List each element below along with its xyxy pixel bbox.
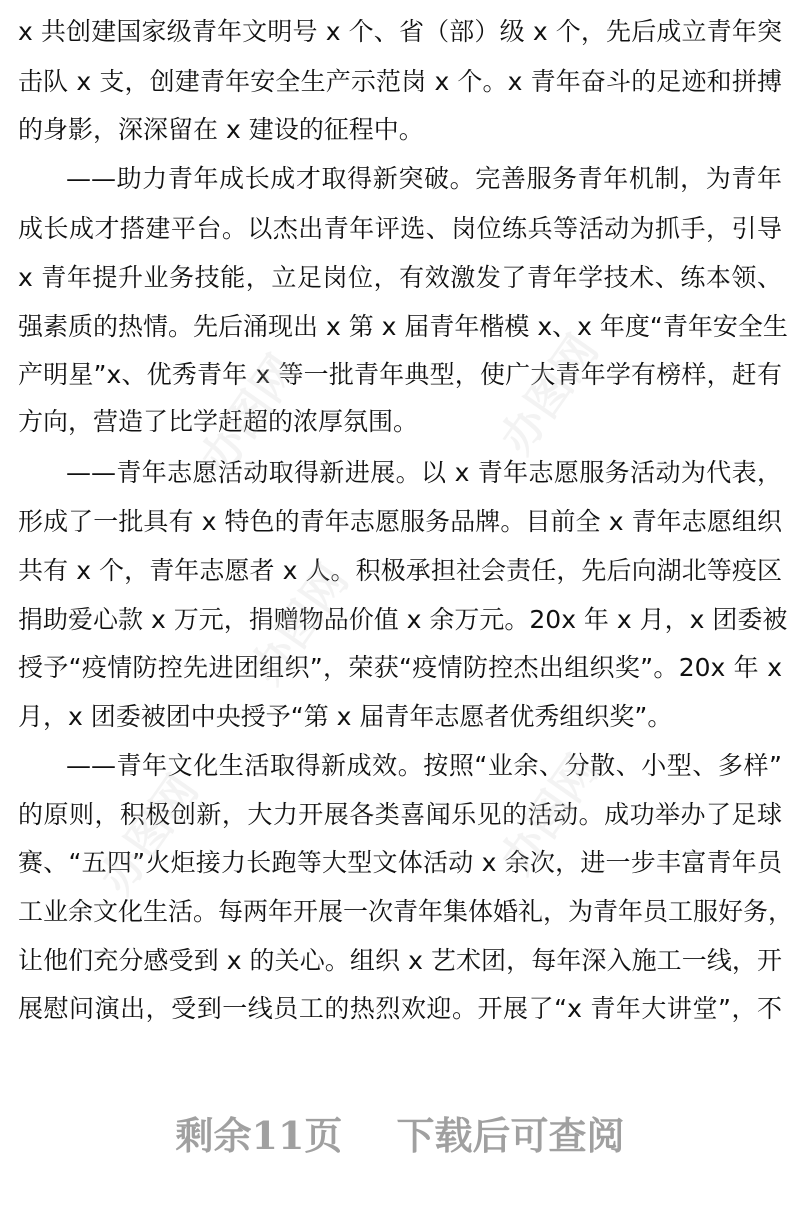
text-line: 强素质的热情。先后涌现出 x 第 x 届青年楷模 x、x 年度“青年安全生 [18,312,788,341]
text-line: 月，x 团委被团中央授予“第 x 届青年志愿者优秀组织奖”。 [18,702,673,731]
text-line: 共有 x 个，青年志愿者 x 人。积极承担社会责任，先后向湖北等疫区 [18,556,782,585]
watermark: 办图网 [240,555,359,694]
text-line: x 共创建国家级青年文明号 x 个、省（部）级 x 个，先后成立青年突 [18,17,782,46]
text-line: x 青年提升业务技能，立足岗位，有效激发了青年学技术、练本领、 [18,263,782,292]
text-line: 展慰问演出，受到一线员工的热烈欢迎。开展了“x 青年大讲堂”，不 [18,994,782,1023]
watermark: 办图网 [490,745,609,884]
watermark: 办图网 [90,765,209,904]
text-line: 形成了一批具有 x 特色的青年志愿服务品牌。目前全 x 青年志愿组织 [18,507,782,536]
paragraph-heading-volunteer: ——青年志愿活动取得新进展。以 x 青年志愿服务活动为代表， [66,458,782,487]
text-line: 赛、“五四”火炬接力长跑等大型文体活动 x 余次，进一步丰富青年员 [18,848,782,877]
text-line: 让他们充分感受到 x 的关心。组织 x 艺术团，每年深入施工一线，开 [18,946,782,975]
watermark: 办图网 [190,345,309,484]
download-to-view-label: 下载后可查阅 [396,1113,625,1158]
text-line: 产明星”x、优秀青年 x 等一批青年典型，使广大青年学有榜样，赶有 [18,360,782,389]
paragraph-heading-culture: ——青年文化生活取得新成效。按照“业余、分散、小型、多样” [66,751,782,780]
text-line: 成长成才搭建平台。以杰出青年评选、岗位练兵等活动为抓手，引导 [18,214,782,243]
text-line: 授予“疫情防控先进团组织”，荣获“疫情防控杰出组织奖”。20x 年 x [18,653,782,682]
text-line: 工业余文化生活。每两年开展一次青年集体婚礼，为青年员工服好务， [18,897,794,926]
download-prompt[interactable] [0,1108,800,1164]
paragraph-heading-growth: ——助力青年成长成才取得新突破。完善服务青年机制，为青年 [66,164,782,193]
watermark: 办图网 [490,325,609,464]
text-line: 的原则，积极创新，大力开展各类喜闻乐见的活动。成功举办了足球 [18,800,782,829]
remaining-pages-label: 剩余11页 [175,1113,343,1158]
text-line: 捐助爱心款 x 万元，捐赠物品价值 x 余万元。20x 年 x 月，x 团委被 [18,605,788,634]
text-line: 击队 x 支，创建青年安全生产示范岗 x 个。x 青年奋斗的足迹和拼搏 [18,67,782,96]
text-line: 方向，营造了比学赶超的浓厚氛围。 [18,407,419,436]
text-line: 的身影，深深留在 x 建设的征程中。 [18,115,424,144]
